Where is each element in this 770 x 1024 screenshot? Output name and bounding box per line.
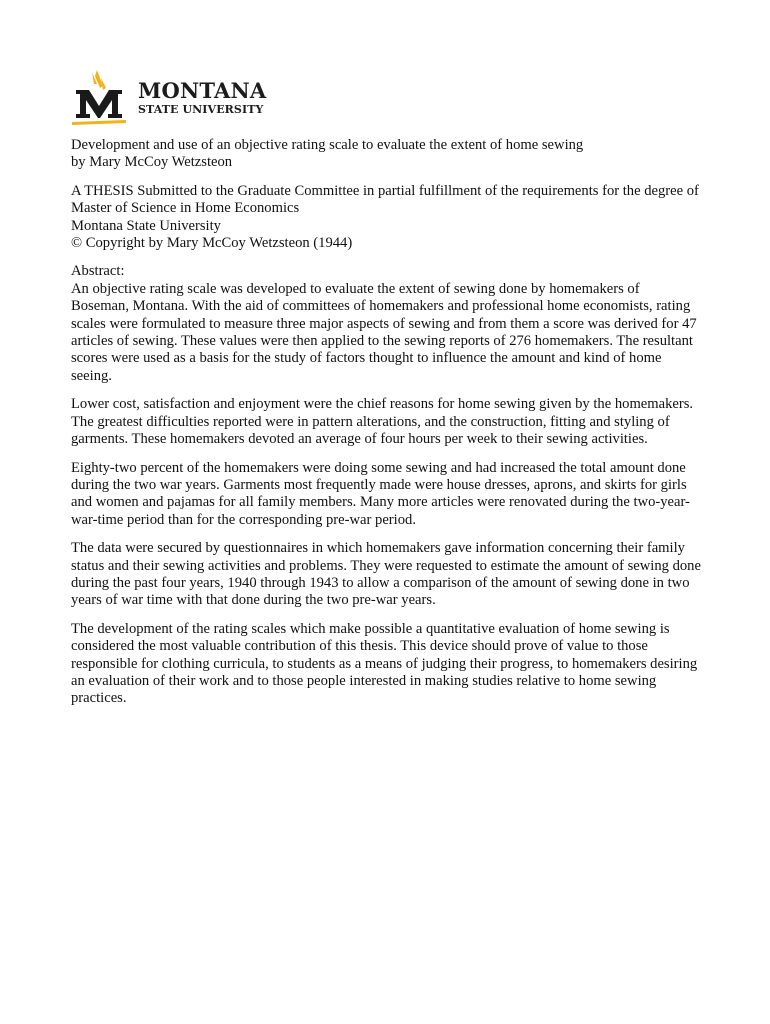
abstract-paragraph-5: The development of the rating scales which make possible a quantitative evaluation of home sewing is considered the most valuable contribution of this thesis. This device should prove of value to those responsible for clothing curricula, to students as a means of judging their progress, to homemakers desiring an evaluation of their work and to those people interested in making studies relative to home sewing practices. — [71, 620, 698, 707]
logo-wordmark: MONTANA — [138, 78, 267, 103]
thesis-info-block — [71, 183, 701, 253]
title-block — [71, 137, 701, 172]
thesis-copyright: © Copyright by Mary McCoy Wetzsteon (1944) — [71, 235, 353, 252]
thesis-author: by Mary McCoy Wetzsteon — [71, 154, 233, 171]
abstract-label: Abstract: — [71, 263, 125, 280]
university-logo — [70, 70, 270, 126]
abstract-paragraph-1 — [71, 263, 701, 385]
thesis-statement: A THESIS Submitted to the Graduate Committee in partial fulfillment of the requirements for the degree of Master of Science in Home Economics — [71, 182, 699, 217]
abstract-text: An objective rating scale was developed to evaluate the extent of sewing done by homemakers of Boseman, Montana. With the aid of committees of homemakers and professional home economists, rating scales were formulated to measure three major aspects of sewing and from them a score was derived for 47 articles of sewing. These values were then applied to the sewing reports of 276 homemakers. The resultant scores were used as a basis for the study of factors thought to influence the amount and kind of home seeing. — [71, 280, 697, 384]
document-body — [71, 137, 701, 719]
thesis-title: Development and use of an objective rating scale to evaluate the extent of home sewing — [71, 137, 584, 153]
abstract-paragraph-4: The data were secured by questionnaires in which homemakers gave information concerning their family status and their sewing activities and problems. They were requested to estimate the amount of sewing done during the past four years, 1940 through 1943 to allow a comparison of the amount of sewing done in two years of war time with that done during the two pre-war years. — [71, 540, 701, 609]
montana-m-mark-icon — [70, 70, 134, 126]
thesis-institution: Montana State University — [71, 217, 221, 234]
logo-subtitle: STATE UNIVERSITY — [138, 103, 264, 116]
abstract-paragraph-2: Lower cost, satisfaction and enjoyment were the chief reasons for home sewing given by the homemakers. The greatest difficulties reported were in pattern alterations, and the construction, fitting and styling of garments. These homemakers devoted an average of four hours per week to their sewing activities. — [71, 396, 694, 448]
abstract-paragraph-3: Eighty-two percent of the homemakers were doing some sewing and had increased the total amount done during the two war years. Garments most frequently made were house dresses, aprons, and skirts for girls and women and pajamas for all family members. Many more articles were renovated during the two-year-war-time period than for the corresponding pre-war period. — [71, 459, 690, 528]
